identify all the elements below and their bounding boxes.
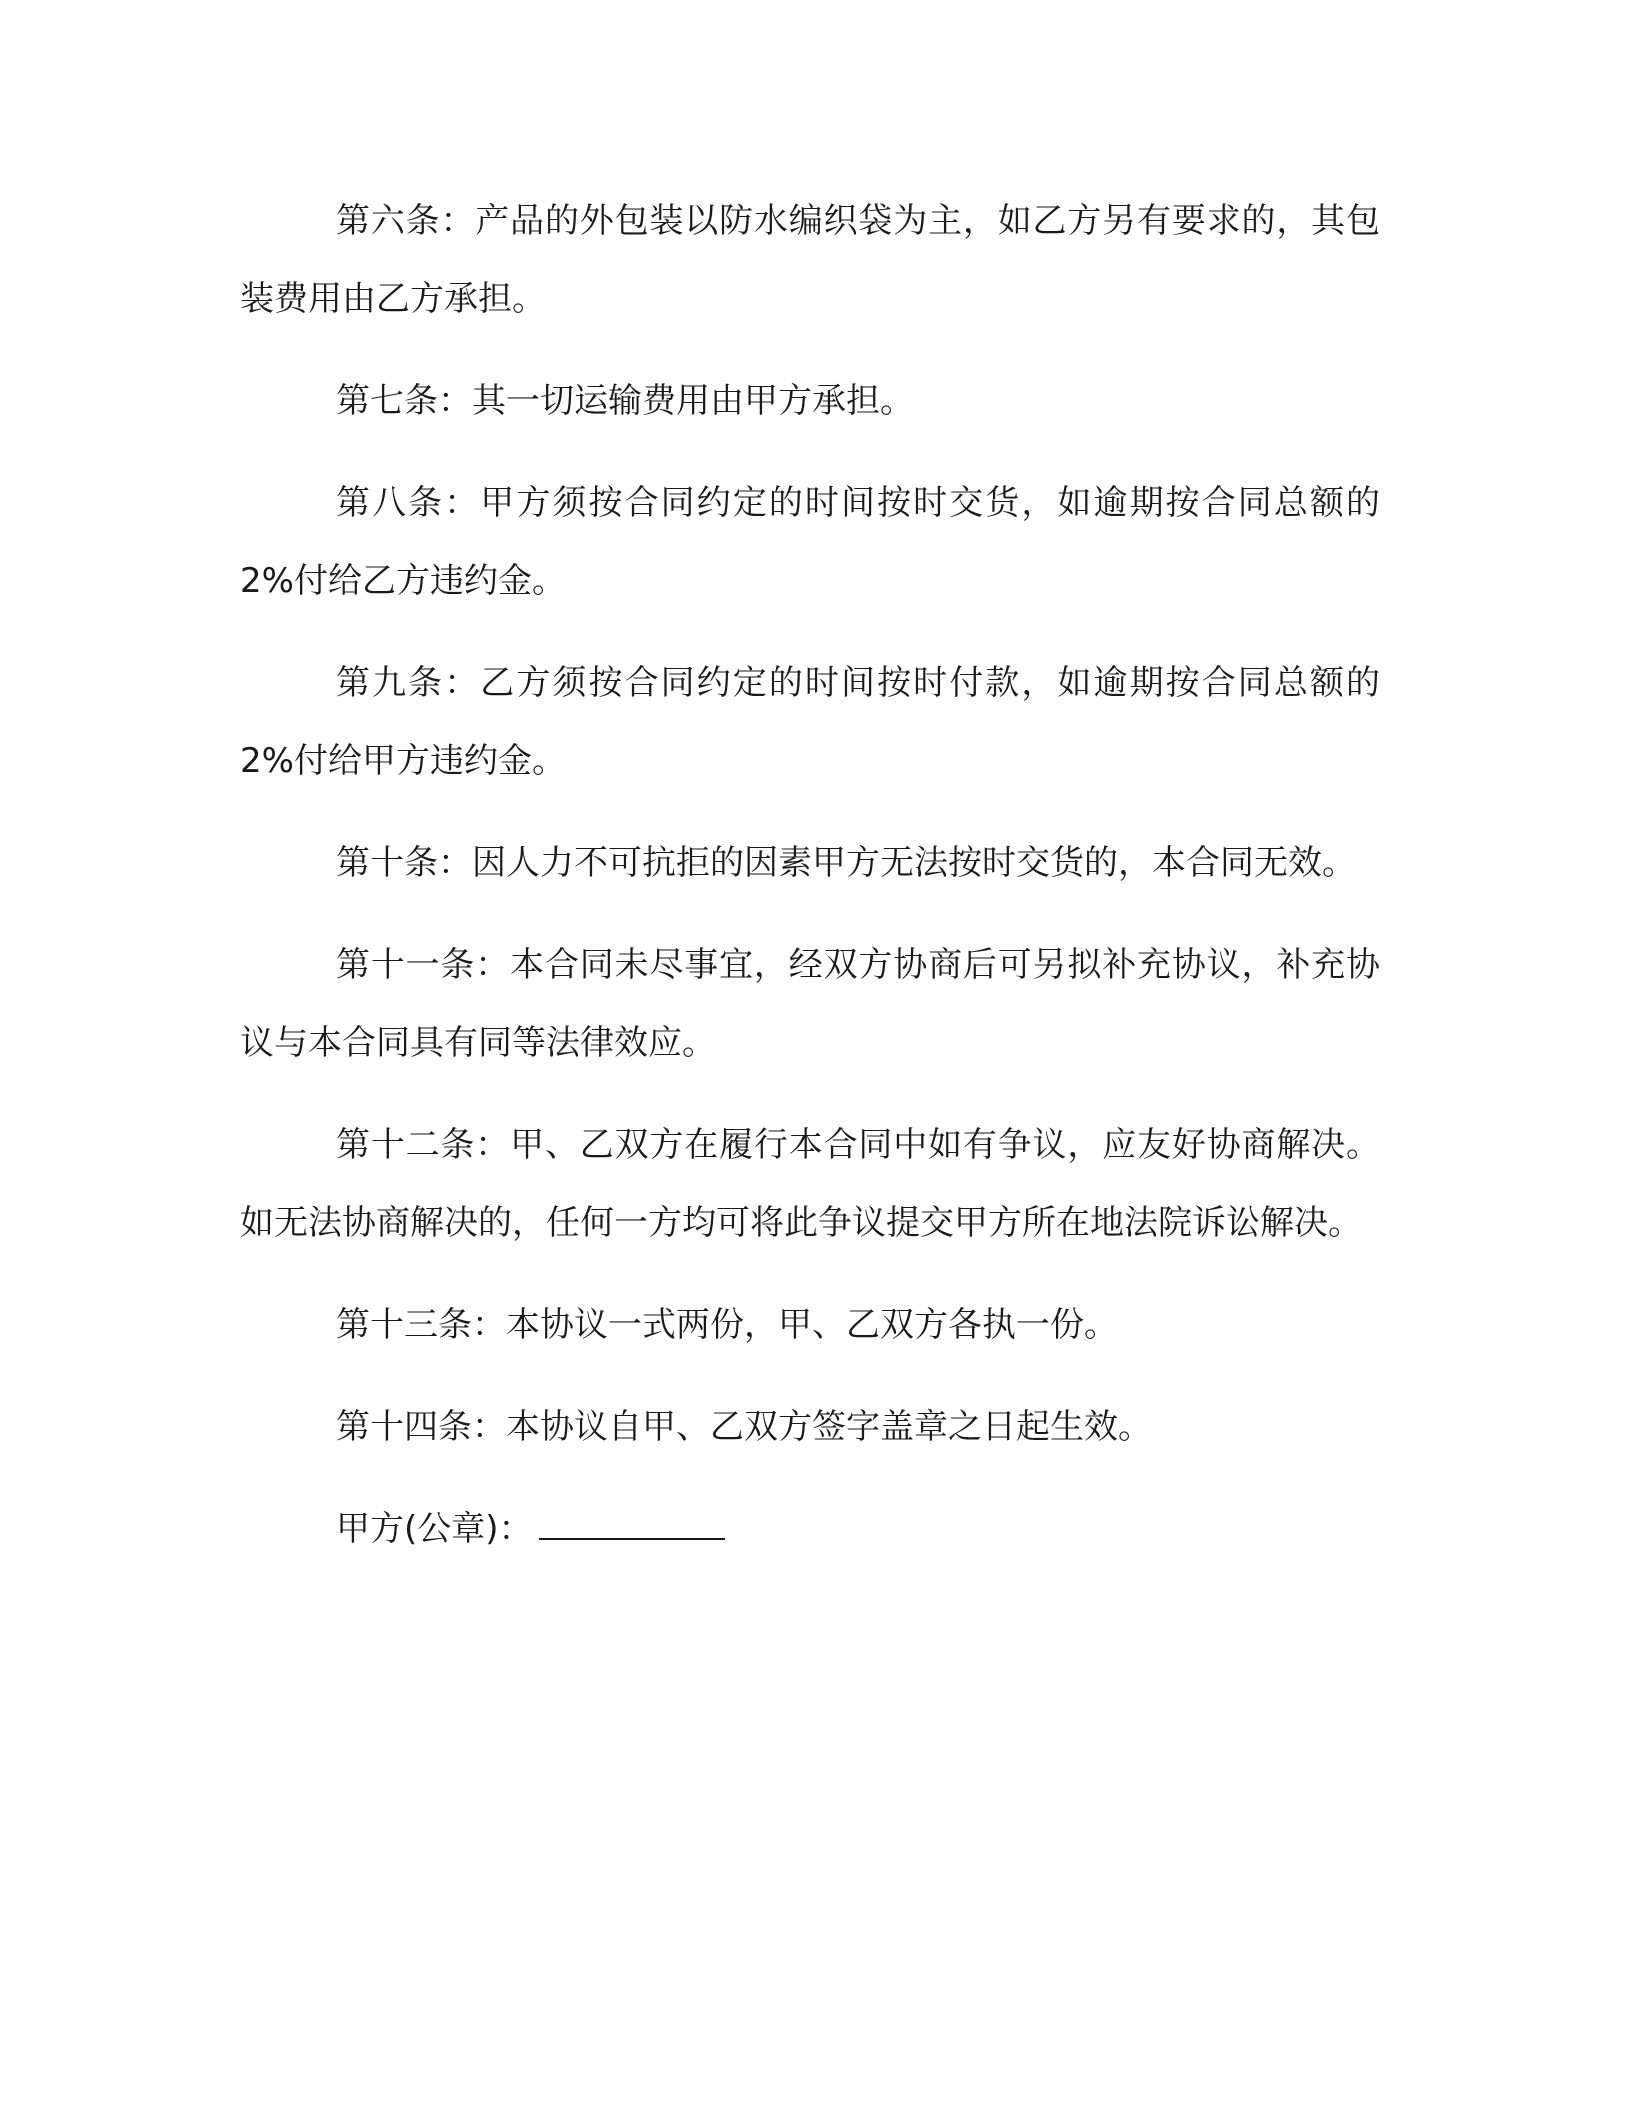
article-7: 第七条：其一切运输费用由甲方承担。 xyxy=(336,381,914,421)
signature-blank-line xyxy=(539,1510,725,1540)
article-11: 第十一条：本合同未尽事宜，经双方协商后可另拟补充协议，补充协议与本合同具有同等法律效应。 xyxy=(240,945,1380,1063)
article-10: 第十条：因人力不可抗拒的因素甲方无法按时交货的，本合同无效。 xyxy=(336,843,1356,883)
contract-body xyxy=(240,182,1380,1592)
article-8: 第八条：甲方须按合同约定的时间按时交货，如逾期按合同总额的 2%付给乙方违约金。 xyxy=(240,483,1380,601)
party-a-seal-label: 甲方(公章)： xyxy=(336,1509,533,1549)
article-12: 第十二条：甲、乙双方在履行本合同中如有争议，应友好协商解决。如无法协商解决的，任何一方均可将此争议提交甲方所在地法院诉讼解决。 xyxy=(240,1125,1380,1243)
party-a-signature xyxy=(240,1490,1380,1568)
article-13: 第十三条：本协议一式两份，甲、乙双方各执一份。 xyxy=(336,1305,1118,1345)
article-6: 第六条：产品的外包装以防水编织袋为主，如乙方另有要求的，其包装费用由乙方承担。 xyxy=(240,201,1380,319)
article-9: 第九条：乙方须按合同约定的时间按时付款，如逾期按合同总额的 2%付给甲方违约金。 xyxy=(240,663,1380,781)
article-14: 第十四条：本协议自甲、乙双方签字盖章之日起生效。 xyxy=(336,1407,1152,1447)
